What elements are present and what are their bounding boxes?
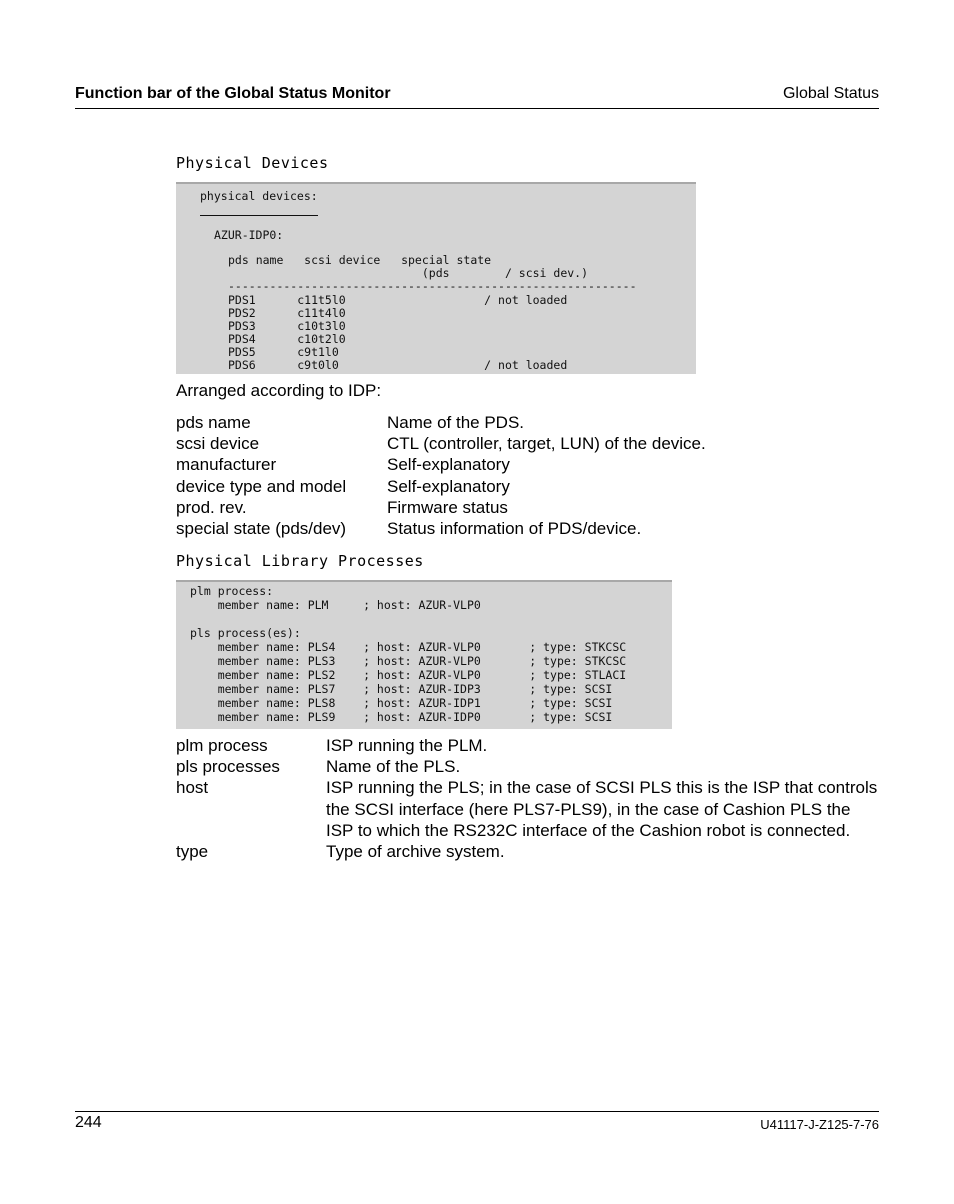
definition-desc: ISP running the PLM. — [326, 736, 488, 755]
title-underline — [200, 215, 318, 216]
library-processes-heading: Physical Library Processes — [176, 552, 424, 570]
screen-host: AZUR-IDP0: — [214, 228, 284, 242]
definition-term: prod. rev. — [176, 497, 247, 517]
definition-term: manufacturer — [176, 455, 277, 475]
physical-devices-heading: Physical Devices — [176, 154, 329, 172]
arranged-intro: Arranged according to IDP: — [176, 381, 382, 400]
physical-devices-screen — [176, 182, 696, 374]
footer-rule — [75, 1111, 879, 1112]
library-processes-definitions — [176, 735, 879, 862]
definition-term: device type and model — [176, 476, 347, 496]
definition-term: type — [176, 842, 209, 862]
definition-desc: ISP running the PLS; in the case of SCSI PLS this is the ISP that controls the SCSI interface (here PLS7-PLS9), in the case of Cashion PLS the ISP to which the RS232C interface of the Cashion robot is connected. — [326, 778, 878, 840]
definition-term: host — [176, 778, 209, 798]
page-header — [75, 84, 879, 109]
definition-row — [176, 756, 879, 777]
page-number: 244 — [75, 1114, 102, 1131]
definition-term: plm process — [176, 736, 268, 755]
definition-term: pls processes — [176, 757, 280, 777]
definition-term: special state (pds/dev) — [176, 519, 347, 539]
document-id: U41117-J-Z125-7-76 — [760, 1117, 879, 1132]
screen-separator: ----------------------------------------------------------- — [228, 279, 637, 293]
screen-device-rows: PDS1 c11t5l0 / not loaded PDS2 c11t4l0 PDS3 c10t3l0 PDS4 c10t2l0 PDS5 c9t1l0 PDS6 c9t0l0 / not loaded — [228, 293, 568, 372]
header-section: Global Status — [782, 85, 879, 102]
definition-desc: Status information of PDS/device. — [387, 519, 642, 539]
definition-row — [176, 841, 879, 862]
definition-desc: Firmware status — [387, 497, 508, 517]
definition-term: pds name — [176, 413, 251, 432]
screen-column-headers: pds name scsi device special state (pds / scsi dev.) — [228, 253, 589, 280]
definition-row — [176, 412, 879, 433]
definition-row — [176, 454, 879, 475]
definition-desc: Self-explanatory — [387, 455, 510, 475]
definition-row — [176, 777, 879, 841]
definition-row — [176, 433, 879, 454]
definition-row — [176, 735, 879, 756]
definition-desc: Name of the PLS. — [326, 757, 461, 777]
screen-process-lines: plm process: member name: PLM ; host: AZUR-VLP0 pls process(es): member name: PLS4 ; host: AZUR-VLP0 ; type: STKCSC member name: PLS3 ; host: AZUR-VLP0 ; type: STKCSC member name: PLS2 ; host: AZUR-VLP0 ; type: STLACI member name: PLS7 ; host: AZUR-IDP3 ; type: SCSI member name: PLS8 ; host: AZUR-IDP1 ; type: SCSI member name: PLS9 ; host: AZUR-IDP0 ; type: SCSI — [190, 584, 627, 724]
definition-term: scsi device — [176, 434, 260, 454]
definition-desc: CTL (controller, target, LUN) of the device. — [387, 434, 706, 454]
library-processes-screen — [176, 580, 672, 729]
definition-desc: Self-explanatory — [387, 476, 510, 496]
definition-row — [176, 497, 879, 518]
definition-desc: Name of the PDS. — [387, 413, 525, 432]
definition-row — [176, 518, 879, 539]
definition-desc: Type of archive system. — [326, 842, 505, 862]
screen-title: physical devices: — [200, 189, 318, 203]
header-title: Function bar of the Global Status Monitor — [75, 85, 391, 102]
physical-devices-definitions — [176, 412, 879, 539]
definition-row — [176, 476, 879, 497]
